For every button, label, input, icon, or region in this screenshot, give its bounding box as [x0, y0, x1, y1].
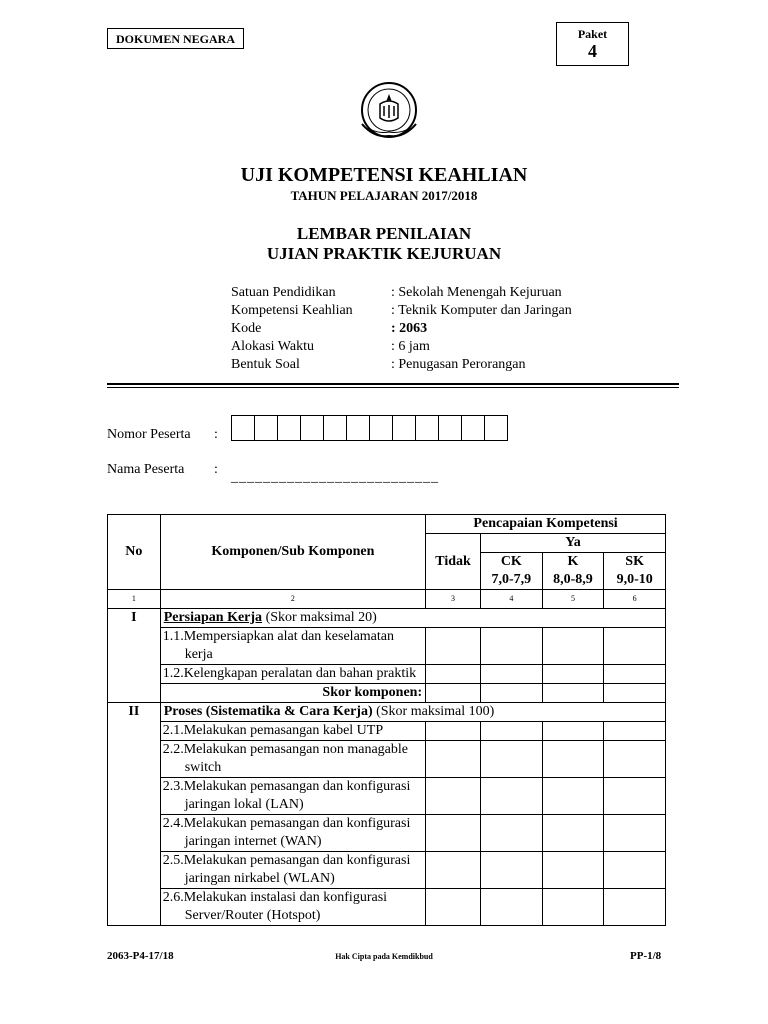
header-tidak: Tidak: [426, 534, 481, 590]
score-row: Skor komponen:: [108, 684, 666, 703]
colon: :: [214, 427, 218, 442]
header-k: K 8,0-8,9: [542, 553, 604, 590]
digit-box[interactable]: [300, 415, 324, 441]
divider-thin: [107, 387, 679, 388]
table-row: 2.4.Melakukan pemasangan dan konfigurasi jaringan internet (WAN): [108, 815, 666, 852]
info-row: Satuan Pendidikan : Sekolah Menengah Kejuruan: [231, 285, 562, 300]
header-ck: CK 7,0-7,9: [480, 553, 542, 590]
table-row: 1.1.Mempersiapkan alat dan keselamatan kerja: [108, 628, 666, 665]
header-pencapaian: Pencapaian Kompetensi: [426, 515, 666, 534]
document-classification-label: DOKUMEN NEGARA: [107, 28, 244, 49]
assessment-table: [107, 514, 666, 926]
sk-cell[interactable]: [604, 665, 666, 684]
tidak-cell[interactable]: [426, 628, 481, 665]
header-no: No: [108, 515, 161, 590]
digit-box[interactable]: [277, 415, 301, 441]
main-title: UJI KOMPETENSI KEAHLIAN: [240, 164, 528, 186]
nomor-peserta-boxes[interactable]: [231, 415, 507, 441]
digit-box[interactable]: [461, 415, 485, 441]
footer-page: PP-1/8: [630, 950, 662, 962]
digit-box[interactable]: [323, 415, 347, 441]
header-komponen: Komponen/Sub Komponen: [160, 515, 425, 590]
paket-number: 4: [588, 41, 597, 61]
table-row: 2.5.Melakukan pemasangan dan konfigurasi jaringan nirkabel (WLAN): [108, 852, 666, 889]
paket-label: Paket: [577, 27, 608, 41]
sk-cell[interactable]: [604, 628, 666, 665]
k-cell[interactable]: [542, 628, 604, 665]
digit-box[interactable]: [369, 415, 393, 441]
digit-box[interactable]: [392, 415, 416, 441]
digit-box[interactable]: [346, 415, 370, 441]
nomor-peserta-label: Nomor Peserta: [107, 427, 191, 442]
column-number-row: 1 2 3 4 5 6: [108, 590, 666, 609]
digit-box[interactable]: [415, 415, 439, 441]
k-cell[interactable]: [542, 665, 604, 684]
digit-box[interactable]: [254, 415, 278, 441]
nama-peserta-label: Nama Peserta: [107, 462, 185, 477]
nama-peserta-line[interactable]: __________________________: [231, 470, 439, 485]
digit-box[interactable]: [484, 415, 508, 441]
section-row: I Persiapan Kerja (Skor maksimal 20): [108, 609, 666, 628]
info-row: Kode : 2063: [231, 321, 428, 336]
table-row: 1.2.Kelengkapan peralatan dan bahan praktik: [108, 665, 666, 684]
table-row: 2.3.Melakukan pemasangan dan konfigurasi jaringan lokal (LAN): [108, 778, 666, 815]
table-row: 2.1.Melakukan pemasangan kabel UTP: [108, 722, 666, 741]
ck-cell[interactable]: [480, 628, 542, 665]
year-subtitle: TAHUN PELAJARAN 2017/2018: [290, 188, 478, 203]
exam-info: [231, 284, 572, 374]
info-row: Alokasi Waktu : 6 jam: [231, 339, 430, 354]
table-row: 2.2.Melakukan pemasangan non managable switch: [108, 741, 666, 778]
sheet-title-line1: LEMBAR PENILAIAN: [296, 224, 472, 243]
colon: :: [214, 462, 218, 477]
header-ya: Ya: [480, 534, 665, 553]
tut-wuri-handayani-logo: [354, 80, 424, 142]
digit-box[interactable]: [438, 415, 462, 441]
header-sk: SK 9,0-10: [604, 553, 666, 590]
sheet-title-line2: UJIAN PRAKTIK KEJURUAN: [266, 244, 502, 263]
info-row: Kompetensi Keahlian : Teknik Komputer dan Jaringan: [231, 303, 572, 318]
tidak-cell[interactable]: [426, 665, 481, 684]
footer-code: 2063-P4-17/18: [107, 950, 174, 962]
info-row: Bentuk Soal : Penugasan Perorangan: [231, 357, 526, 372]
footer-copyright: Hak Cipta pada Kemdikbud: [335, 952, 433, 961]
ck-cell[interactable]: [480, 665, 542, 684]
section-row: II Proses (Sistematika & Cara Kerja) (Skor maksimal 100): [108, 703, 666, 722]
digit-box[interactable]: [231, 415, 255, 441]
paket-box: [556, 22, 629, 66]
divider-thick: [107, 383, 679, 385]
table-row: 2.6.Melakukan instalasi dan konfigurasi Server/Router (Hotspot): [108, 889, 666, 926]
